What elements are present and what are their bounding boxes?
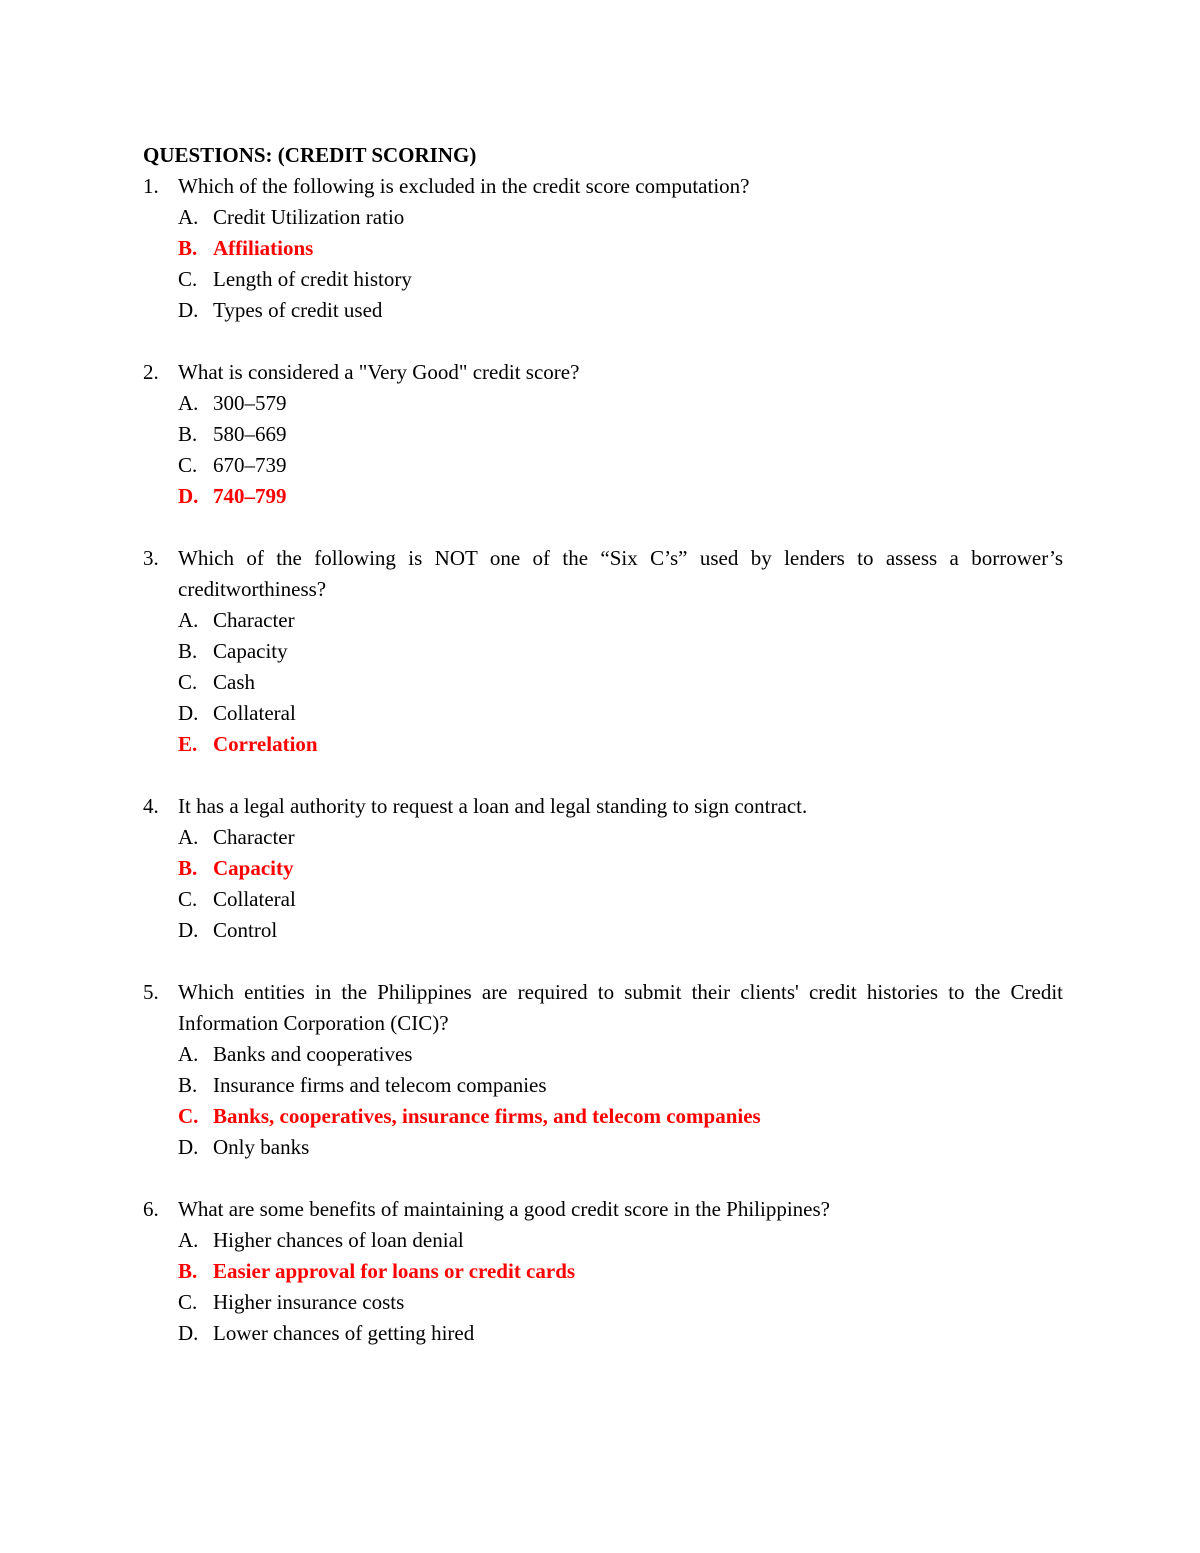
option-text: Types of credit used <box>213 298 383 322</box>
question-stem <box>143 357 1063 388</box>
option-text: Capacity <box>213 856 294 880</box>
answer-option <box>178 822 1063 853</box>
question-number: 6. <box>143 1197 159 1221</box>
option-text: 300–579 <box>213 391 287 415</box>
answer-option <box>178 1225 1063 1256</box>
answer-option <box>178 450 1063 481</box>
option-letter: B. <box>178 1259 198 1283</box>
option-letter: A. <box>178 1228 199 1252</box>
option-list <box>143 1225 1063 1349</box>
question-item <box>143 543 1063 760</box>
option-letter: B. <box>178 1073 198 1097</box>
answer-option <box>178 915 1063 946</box>
correct-answer-option <box>178 729 1063 760</box>
option-text: Collateral <box>213 887 296 911</box>
question-item <box>143 171 1063 326</box>
option-text: Banks, cooperatives, insurance firms, and telecom companies <box>213 1104 761 1128</box>
option-letter: B. <box>178 856 198 880</box>
option-letter: B. <box>178 236 198 260</box>
option-letter: D. <box>178 484 199 508</box>
question-item <box>143 791 1063 946</box>
page-title: QUESTIONS: (CREDIT SCORING) <box>143 143 477 167</box>
answer-option <box>178 884 1063 915</box>
option-letter: C. <box>178 1104 199 1128</box>
option-text: Higher insurance costs <box>213 1290 405 1314</box>
option-text: Character <box>213 825 295 849</box>
option-letter: E. <box>178 732 198 756</box>
option-letter: B. <box>178 422 198 446</box>
question-item <box>143 977 1063 1163</box>
question-stem <box>143 1194 1063 1225</box>
question-text: Which of the following is excluded in the credit score computation? <box>178 174 750 198</box>
option-list <box>143 1039 1063 1163</box>
option-list <box>143 605 1063 760</box>
option-text: Cash <box>213 670 255 694</box>
option-letter: D. <box>178 1321 199 1345</box>
question-number: 3. <box>143 546 159 570</box>
option-letter: C. <box>178 887 198 911</box>
option-letter: A. <box>178 825 199 849</box>
answer-option <box>178 1070 1063 1101</box>
option-text: Only banks <box>213 1135 310 1159</box>
question-text: Which entities in the Philippines are required to submit their clients' credit histories to the Credit Information Corporation (CIC)? <box>178 980 1063 1035</box>
answer-option <box>178 667 1063 698</box>
answer-option <box>178 295 1063 326</box>
option-text: 580–669 <box>213 422 287 446</box>
question-number: 4. <box>143 794 159 818</box>
option-letter: A. <box>178 391 199 415</box>
option-text: Banks and cooperatives <box>213 1042 413 1066</box>
question-list <box>143 171 1063 1349</box>
option-letter: D. <box>178 298 199 322</box>
question-stem <box>143 543 1063 605</box>
question-text: It has a legal authority to request a loan and legal standing to sign contract. <box>178 794 808 818</box>
answer-option <box>178 605 1063 636</box>
option-text: 670–739 <box>213 453 287 477</box>
option-letter: C. <box>178 1290 198 1314</box>
question-stem <box>143 791 1063 822</box>
option-letter: A. <box>178 1042 199 1066</box>
option-text: Affiliations <box>213 236 314 260</box>
option-letter: A. <box>178 205 199 229</box>
answer-option <box>178 698 1063 729</box>
option-text: Capacity <box>213 639 288 663</box>
option-text: Insurance firms and telecom companies <box>213 1073 547 1097</box>
question-stem <box>143 977 1063 1039</box>
option-text: 740–799 <box>213 484 287 508</box>
option-list <box>143 822 1063 946</box>
question-item <box>143 1194 1063 1349</box>
option-text: Character <box>213 608 295 632</box>
option-letter: C. <box>178 267 198 291</box>
option-text: Correlation <box>213 732 318 756</box>
answer-option <box>178 1318 1063 1349</box>
option-letter: A. <box>178 608 199 632</box>
correct-answer-option <box>178 853 1063 884</box>
option-text: Higher chances of loan denial <box>213 1228 464 1252</box>
option-text: Length of credit history <box>213 267 412 291</box>
correct-answer-option <box>178 1256 1063 1287</box>
correct-answer-option <box>178 1101 1063 1132</box>
option-text: Control <box>213 918 278 942</box>
correct-answer-option <box>178 233 1063 264</box>
answer-option <box>178 202 1063 233</box>
question-number: 5. <box>143 980 159 1004</box>
option-letter: D. <box>178 701 199 725</box>
option-letter: D. <box>178 1135 199 1159</box>
question-number: 2. <box>143 360 159 384</box>
question-text: Which of the following is NOT one of the “Six C’s” used by lenders to assess a borrower’s creditworthiness? <box>178 546 1063 601</box>
answer-option <box>178 388 1063 419</box>
option-letter: D. <box>178 918 199 942</box>
question-text: What are some benefits of maintaining a good credit score in the Philippines? <box>178 1197 830 1221</box>
option-text: Easier approval for loans or credit cards <box>213 1259 576 1283</box>
answer-option <box>178 264 1063 295</box>
answer-option <box>178 419 1063 450</box>
option-text: Lower chances of getting hired <box>213 1321 475 1345</box>
answer-option <box>178 1039 1063 1070</box>
answer-option <box>178 1132 1063 1163</box>
option-letter: C. <box>178 453 198 477</box>
answer-option <box>178 1287 1063 1318</box>
option-letter: B. <box>178 639 198 663</box>
question-item <box>143 357 1063 512</box>
option-text: Credit Utilization ratio <box>213 205 405 229</box>
option-text: Collateral <box>213 701 296 725</box>
question-number: 1. <box>143 174 159 198</box>
document-page <box>143 140 1063 1349</box>
question-stem <box>143 171 1063 202</box>
correct-answer-option <box>178 481 1063 512</box>
option-list <box>143 388 1063 512</box>
option-letter: C. <box>178 670 198 694</box>
question-text: What is considered a "Very Good" credit score? <box>178 360 580 384</box>
answer-option <box>178 636 1063 667</box>
option-list <box>143 202 1063 326</box>
